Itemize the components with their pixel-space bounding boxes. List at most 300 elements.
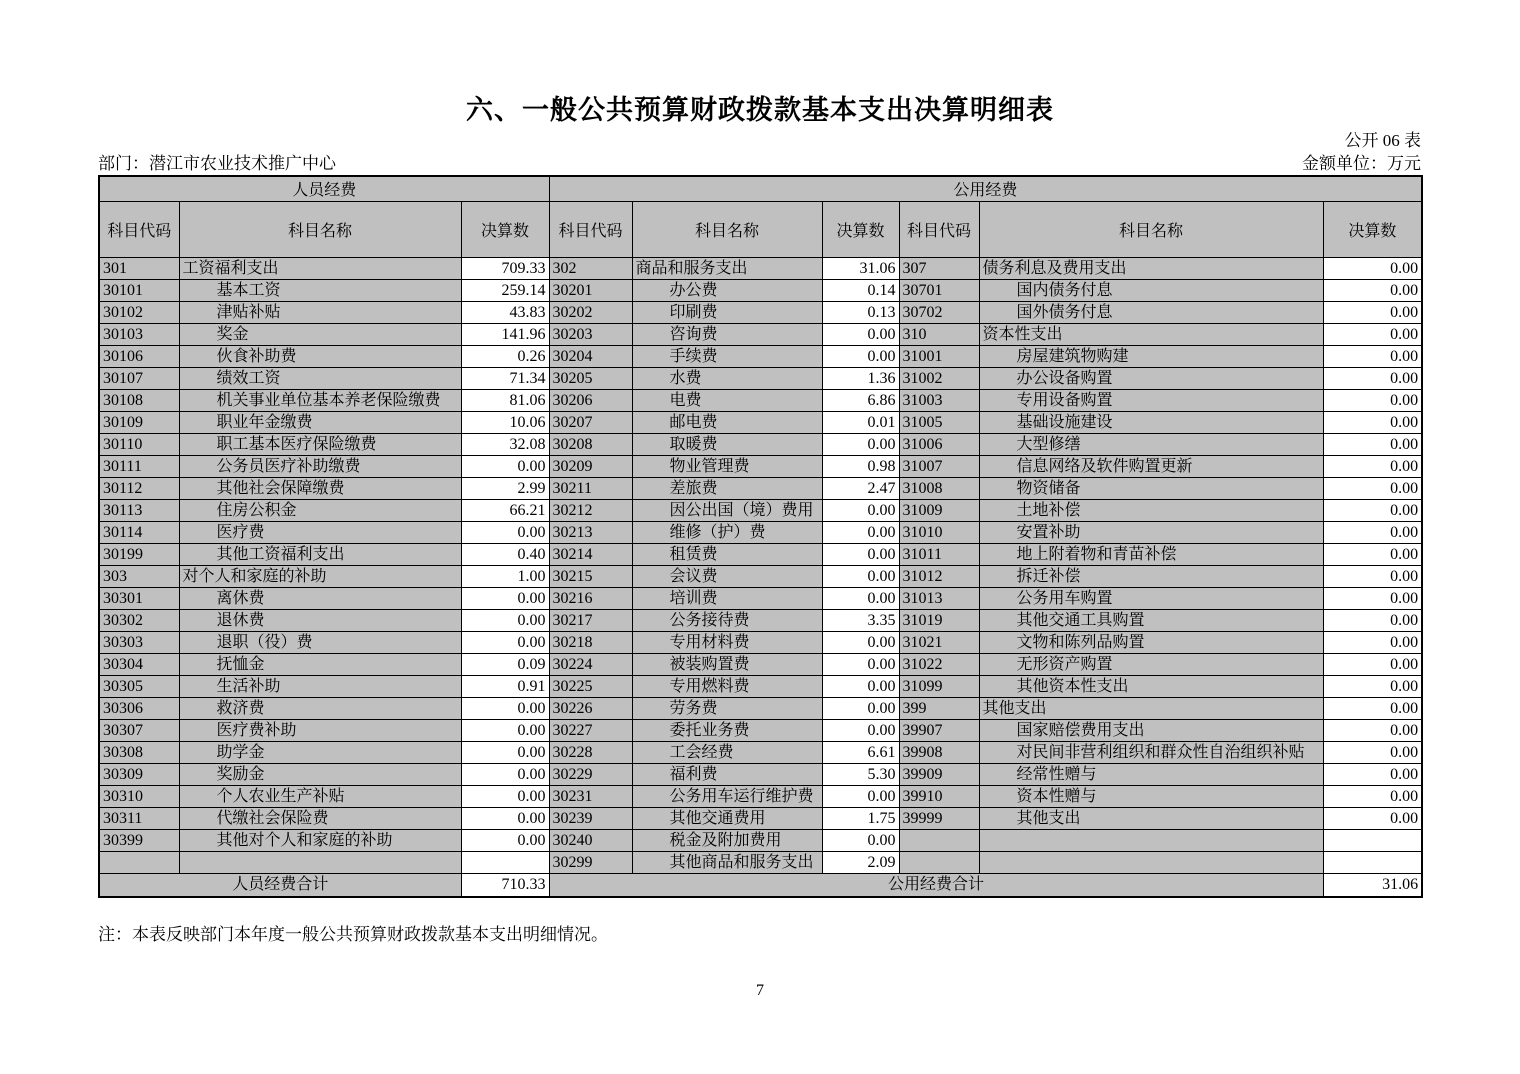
subject-name-cell: 对民间非营利组织和群众性自治组织补贴: [979, 741, 1323, 763]
subject-name-cell: 退休费: [179, 609, 461, 631]
amount-cell: 0.14: [822, 279, 899, 301]
table-row: [99, 763, 1422, 785]
amount-cell: 0.00: [461, 741, 549, 763]
amount-cell: 0.13: [822, 301, 899, 323]
subject-name-cell: 劳务费: [632, 697, 822, 719]
amount-cell: 709.33: [461, 257, 549, 279]
table-row: [99, 521, 1422, 543]
subject-code-cell: 30202: [549, 301, 632, 323]
amount-cell: 0.00: [1323, 543, 1422, 565]
subject-name-cell: [179, 851, 461, 873]
subject-code-cell: 30207: [549, 411, 632, 433]
amount-cell: 0.00: [822, 521, 899, 543]
subject-code-cell: 30239: [549, 807, 632, 829]
section-header-row: [99, 176, 1422, 201]
subject-name-cell: 工会经费: [632, 741, 822, 763]
subject-name-cell: 办公费: [632, 279, 822, 301]
subject-name-cell: 培训费: [632, 587, 822, 609]
subject-code-cell: 39909: [899, 763, 979, 785]
subject-code-cell: 30208: [549, 433, 632, 455]
subject-code-cell: 30215: [549, 565, 632, 587]
table-row: [99, 411, 1422, 433]
table-row: [99, 719, 1422, 741]
subject-name-cell: 水费: [632, 367, 822, 389]
subject-code-cell: 30309: [99, 763, 179, 785]
amount-cell: 0.26: [461, 345, 549, 367]
subject-code-cell: 30214: [549, 543, 632, 565]
table-row: [99, 829, 1422, 851]
table-row: [99, 741, 1422, 763]
table-row: [99, 675, 1422, 697]
subject-code-cell: 30701: [899, 279, 979, 301]
amount-cell: 0.00: [822, 719, 899, 741]
amount-cell: 0.00: [1323, 807, 1422, 829]
subject-code-cell: 30107: [99, 367, 179, 389]
subject-code-cell: 31007: [899, 455, 979, 477]
subject-name-cell: 奖金: [179, 323, 461, 345]
amount-cell: 0.00: [461, 785, 549, 807]
header-subject-code-1: 科目代码: [99, 201, 179, 257]
subject-code-cell: 31001: [899, 345, 979, 367]
subject-name-cell: 助学金: [179, 741, 461, 763]
amount-cell: 0.00: [461, 829, 549, 851]
subject-name-cell: 机关事业单位基本养老保险缴费: [179, 389, 461, 411]
subject-name-cell: 公务接待费: [632, 609, 822, 631]
subject-name-cell: 其他工资福利支出: [179, 543, 461, 565]
subject-name-cell: 福利费: [632, 763, 822, 785]
subject-code-cell: 30109: [99, 411, 179, 433]
amount-cell: 0.00: [822, 631, 899, 653]
public-total-value: 31.06: [1323, 873, 1422, 897]
subject-code-cell: 301: [99, 257, 179, 279]
subject-name-cell: 土地补偿: [979, 499, 1323, 521]
subject-name-cell: 文物和陈列品购置: [979, 631, 1323, 653]
amount-cell: 0.00: [822, 543, 899, 565]
amount-cell: 0.00: [461, 521, 549, 543]
table-row: [99, 455, 1422, 477]
subject-name-cell: 生活补助: [179, 675, 461, 697]
subject-code-cell: 31010: [899, 521, 979, 543]
table-note: 注：本表反映部门本年度一般公共预算财政拨款基本支出明细情况。: [98, 925, 608, 944]
amount-cell: 0.00: [822, 697, 899, 719]
amount-cell: 0.00: [1323, 301, 1422, 323]
amount-cell: 0.00: [822, 345, 899, 367]
table-row: [99, 851, 1422, 873]
table-row: [99, 301, 1422, 323]
amount-cell: 0.00: [1323, 741, 1422, 763]
subject-name-cell: 其他商品和服务支出: [632, 851, 822, 873]
amount-cell: 0.00: [822, 433, 899, 455]
subject-name-cell: 委托业务费: [632, 719, 822, 741]
subject-code-cell: 31006: [899, 433, 979, 455]
amount-cell: 6.61: [822, 741, 899, 763]
header-subject-name-2: 科目名称: [632, 201, 822, 257]
amount-cell: 0.00: [1323, 323, 1422, 345]
amount-cell: 5.30: [822, 763, 899, 785]
subject-code-cell: 30702: [899, 301, 979, 323]
subject-name-cell: 安置补助: [979, 521, 1323, 543]
subject-name-cell: 国内债务付息: [979, 279, 1323, 301]
amount-cell: 0.00: [461, 719, 549, 741]
subject-name-cell: 公务用车运行维护费: [632, 785, 822, 807]
table-row: [99, 323, 1422, 345]
subject-name-cell: 地上附着物和青苗补偿: [979, 543, 1323, 565]
subject-code-cell: 30103: [99, 323, 179, 345]
subject-name-cell: 资本性赠与: [979, 785, 1323, 807]
subject-code-cell: 30224: [549, 653, 632, 675]
amount-cell: 0.00: [1323, 499, 1422, 521]
subject-code-cell: 30311: [99, 807, 179, 829]
subject-code-cell: 30217: [549, 609, 632, 631]
amount-cell: 0.00: [822, 829, 899, 851]
subject-code-cell: 30102: [99, 301, 179, 323]
amount-cell: 0.00: [1323, 565, 1422, 587]
table-row: [99, 367, 1422, 389]
subject-name-cell: 差旅费: [632, 477, 822, 499]
amount-cell: 81.06: [461, 389, 549, 411]
header-amount-3: 决算数: [1323, 201, 1422, 257]
subject-code-cell: 30206: [549, 389, 632, 411]
amount-cell: 0.91: [461, 675, 549, 697]
header-amount-1: 决算数: [461, 201, 549, 257]
amount-cell: 0.00: [1323, 433, 1422, 455]
subject-name-cell: 职工基本医疗保险缴费: [179, 433, 461, 455]
subject-name-cell: 职业年金缴费: [179, 411, 461, 433]
amount-cell: 0.00: [822, 675, 899, 697]
table-row: [99, 499, 1422, 521]
subject-code-cell: 30299: [549, 851, 632, 873]
subject-name-cell: 救济费: [179, 697, 461, 719]
amount-cell: 0.00: [1323, 631, 1422, 653]
header-subject-name-1: 科目名称: [179, 201, 461, 257]
amount-cell: 0.00: [461, 807, 549, 829]
subject-code-cell: 31021: [899, 631, 979, 653]
amount-cell: 0.00: [822, 565, 899, 587]
subject-code-cell: 30204: [549, 345, 632, 367]
amount-cell: 0.00: [1323, 675, 1422, 697]
header-amount-2: 决算数: [822, 201, 899, 257]
column-header-row: [99, 201, 1422, 257]
meta-line: [98, 149, 1421, 174]
table-row: [99, 279, 1422, 301]
subject-code-cell: [899, 851, 979, 873]
subject-code-cell: 30301: [99, 587, 179, 609]
subject-name-cell: 其他支出: [979, 807, 1323, 829]
subject-code-cell: 39908: [899, 741, 979, 763]
table-row: [99, 565, 1422, 587]
subject-name-cell: 物业管理费: [632, 455, 822, 477]
subject-code-cell: 30306: [99, 697, 179, 719]
subject-name-cell: 经常性赠与: [979, 763, 1323, 785]
table-row: [99, 389, 1422, 411]
amount-cell: 1.00: [461, 565, 549, 587]
subject-name-cell: 租赁费: [632, 543, 822, 565]
subject-name-cell: 工资福利支出: [179, 257, 461, 279]
table-row: [99, 653, 1422, 675]
amount-cell: 0.00: [1323, 763, 1422, 785]
amount-cell: 0.00: [461, 697, 549, 719]
subject-name-cell: 其他对个人和家庭的补助: [179, 829, 461, 851]
subject-name-cell: 资本性支出: [979, 323, 1323, 345]
subject-code-cell: 31099: [899, 675, 979, 697]
subject-code-cell: 31022: [899, 653, 979, 675]
subject-code-cell: 30310: [99, 785, 179, 807]
table-row: [99, 433, 1422, 455]
subject-name-cell: 专用材料费: [632, 631, 822, 653]
subject-code-cell: 30216: [549, 587, 632, 609]
amount-cell: 3.35: [822, 609, 899, 631]
subject-code-cell: 30203: [549, 323, 632, 345]
amount-cell: 1.75: [822, 807, 899, 829]
subject-name-cell: 伙食补助费: [179, 345, 461, 367]
amount-cell: 0.00: [1323, 389, 1422, 411]
table-row: [99, 697, 1422, 719]
subject-name-cell: 债务利息及费用支出: [979, 257, 1323, 279]
subject-name-cell: 手续费: [632, 345, 822, 367]
subject-code-cell: 30111: [99, 455, 179, 477]
subject-name-cell: 其他资本性支出: [979, 675, 1323, 697]
amount-cell: 0.00: [1323, 719, 1422, 741]
subject-code-cell: 39999: [899, 807, 979, 829]
subject-name-cell: 房屋建筑物购建: [979, 345, 1323, 367]
subject-name-cell: 公务用车购置: [979, 587, 1323, 609]
subject-code-cell: 30399: [99, 829, 179, 851]
subject-name-cell: 其他交通工具购置: [979, 609, 1323, 631]
subject-code-cell: 30226: [549, 697, 632, 719]
subject-name-cell: 抚恤金: [179, 653, 461, 675]
amount-cell: 0.00: [461, 609, 549, 631]
section-personnel-funds: 人员经费: [99, 176, 549, 201]
subject-name-cell: 被装购置费: [632, 653, 822, 675]
subject-name-cell: 维修（护）费: [632, 521, 822, 543]
subject-name-cell: 会议费: [632, 565, 822, 587]
subject-code-cell: 39910: [899, 785, 979, 807]
amount-cell: 0.00: [1323, 455, 1422, 477]
table-body: [99, 257, 1422, 873]
amount-cell: 0.00: [1323, 257, 1422, 279]
subject-name-cell: 退职（役）费: [179, 631, 461, 653]
subject-name-cell: 拆迁补偿: [979, 565, 1323, 587]
subject-code-cell: 30101: [99, 279, 179, 301]
subject-name-cell: 代缴社会保险费: [179, 807, 461, 829]
subject-name-cell: 印刷费: [632, 301, 822, 323]
subject-code-cell: 31003: [899, 389, 979, 411]
amount-cell: 0.00: [822, 785, 899, 807]
subject-code-cell: 30113: [99, 499, 179, 521]
subject-name-cell: 个人农业生产补贴: [179, 785, 461, 807]
subject-code-cell: 30227: [549, 719, 632, 741]
unit-label: 金额单位：万元: [1302, 154, 1421, 173]
department-label: 部门：潜江市农业技术推广中心: [98, 154, 336, 173]
subject-name-cell: 基本工资: [179, 279, 461, 301]
section-public-funds: 公用经费: [549, 176, 1422, 201]
subject-code-cell: 31013: [899, 587, 979, 609]
subject-code-cell: 31002: [899, 367, 979, 389]
amount-cell: 2.47: [822, 477, 899, 499]
amount-cell: 0.00: [1323, 411, 1422, 433]
amount-cell: 0.00: [461, 455, 549, 477]
amount-cell: 0.00: [822, 587, 899, 609]
amount-cell: 0.00: [1323, 697, 1422, 719]
subject-name-cell: 绩效工资: [179, 367, 461, 389]
amount-cell: 0.40: [461, 543, 549, 565]
subject-name-cell: 大型修缮: [979, 433, 1323, 455]
subject-code-cell: 30201: [549, 279, 632, 301]
subject-name-cell: 医疗费补助: [179, 719, 461, 741]
amount-cell: 0.00: [822, 499, 899, 521]
subject-code-cell: 30228: [549, 741, 632, 763]
amount-cell: 71.34: [461, 367, 549, 389]
subject-code-cell: 31012: [899, 565, 979, 587]
amount-cell: 0.00: [1323, 587, 1422, 609]
subject-code-cell: 30308: [99, 741, 179, 763]
subject-code-cell: 30114: [99, 521, 179, 543]
subject-name-cell: 基础设施建设: [979, 411, 1323, 433]
amount-cell: 259.14: [461, 279, 549, 301]
amount-cell: [461, 851, 549, 873]
subject-name-cell: 津贴补贴: [179, 301, 461, 323]
subject-code-cell: 31011: [899, 543, 979, 565]
header-subject-code-2: 科目代码: [549, 201, 632, 257]
subject-name-cell: 电费: [632, 389, 822, 411]
subject-code-cell: 30209: [549, 455, 632, 477]
subject-name-cell: 因公出国（境）费用: [632, 499, 822, 521]
amount-cell: 0.00: [1323, 367, 1422, 389]
subject-code-cell: 399: [899, 697, 979, 719]
subject-name-cell: 信息网络及软件购置更新: [979, 455, 1323, 477]
subject-name-cell: [979, 829, 1323, 851]
subject-code-cell: 30106: [99, 345, 179, 367]
subject-code-cell: 30302: [99, 609, 179, 631]
subject-name-cell: 国外债务付息: [979, 301, 1323, 323]
subject-code-cell: 30225: [549, 675, 632, 697]
amount-cell: 0.00: [461, 587, 549, 609]
subject-code-cell: [899, 829, 979, 851]
amount-cell: 43.83: [461, 301, 549, 323]
amount-cell: 0.00: [822, 323, 899, 345]
subject-name-cell: 办公设备购置: [979, 367, 1323, 389]
amount-cell: 32.08: [461, 433, 549, 455]
amount-cell: 0.00: [1323, 521, 1422, 543]
subject-name-cell: 专用设备购置: [979, 389, 1323, 411]
subject-code-cell: 303: [99, 565, 179, 587]
amount-cell: 0.00: [461, 631, 549, 653]
subject-name-cell: 国家赔偿费用支出: [979, 719, 1323, 741]
amount-cell: 1.36: [822, 367, 899, 389]
amount-cell: 0.98: [822, 455, 899, 477]
expenditure-detail-table: [98, 175, 1423, 898]
amount-cell: 0.00: [1323, 609, 1422, 631]
amount-cell: 0.00: [822, 653, 899, 675]
amount-cell: 141.96: [461, 323, 549, 345]
amount-cell: 0.00: [1323, 279, 1422, 301]
amount-cell: 31.06: [822, 257, 899, 279]
subject-code-cell: 310: [899, 323, 979, 345]
subject-name-cell: 对个人和家庭的补助: [179, 565, 461, 587]
subject-name-cell: 物资储备: [979, 477, 1323, 499]
subject-code-cell: 30229: [549, 763, 632, 785]
table-row: [99, 587, 1422, 609]
subject-code-cell: 30218: [549, 631, 632, 653]
subject-code-cell: [99, 851, 179, 873]
subject-name-cell: 取暖费: [632, 433, 822, 455]
subject-name-cell: 咨询费: [632, 323, 822, 345]
page-title: 六、一般公共预算财政拨款基本支出决算明细表: [466, 95, 1054, 125]
subject-code-cell: 30205: [549, 367, 632, 389]
subject-code-cell: 307: [899, 257, 979, 279]
subject-name-cell: 离休费: [179, 587, 461, 609]
subject-name-cell: 住房公积金: [179, 499, 461, 521]
subject-name-cell: 商品和服务支出: [632, 257, 822, 279]
subject-code-cell: 30108: [99, 389, 179, 411]
amount-cell: 0.00: [461, 763, 549, 785]
subject-code-cell: 30112: [99, 477, 179, 499]
amount-cell: 10.06: [461, 411, 549, 433]
subject-name-cell: 奖励金: [179, 763, 461, 785]
subject-name-cell: 医疗费: [179, 521, 461, 543]
public-total-label: 公用经费合计: [549, 873, 1323, 897]
subject-code-cell: 30110: [99, 433, 179, 455]
totals-row: [99, 873, 1422, 897]
subject-code-cell: 31019: [899, 609, 979, 631]
table-row: [99, 477, 1422, 499]
amount-cell: 0.09: [461, 653, 549, 675]
subject-name-cell: 税金及附加费用: [632, 829, 822, 851]
table-row: [99, 345, 1422, 367]
subject-name-cell: 公务员医疗补助缴费: [179, 455, 461, 477]
subject-name-cell: [979, 851, 1323, 873]
subject-code-cell: 31008: [899, 477, 979, 499]
subject-code-cell: 31009: [899, 499, 979, 521]
table-row: [99, 543, 1422, 565]
amount-cell: 0.00: [1323, 785, 1422, 807]
personnel-total-label: 人员经费合计: [99, 873, 461, 897]
header-subject-name-3: 科目名称: [979, 201, 1323, 257]
subject-name-cell: 邮电费: [632, 411, 822, 433]
subject-code-cell: 39907: [899, 719, 979, 741]
amount-cell: 6.86: [822, 389, 899, 411]
amount-cell: 0.00: [1323, 477, 1422, 499]
subject-name-cell: 专用燃料费: [632, 675, 822, 697]
subject-code-cell: 30211: [549, 477, 632, 499]
subject-code-cell: 30304: [99, 653, 179, 675]
page-number: 7: [756, 982, 764, 999]
subject-name-cell: 无形资产购置: [979, 653, 1323, 675]
table-row: [99, 785, 1422, 807]
subject-code-cell: 30212: [549, 499, 632, 521]
subject-code-cell: 302: [549, 257, 632, 279]
subject-name-cell: 其他社会保障缴费: [179, 477, 461, 499]
table-number: 公开 06 表: [1344, 131, 1421, 150]
table-row: [99, 631, 1422, 653]
subject-name-cell: 其他交通费用: [632, 807, 822, 829]
amount-cell: 66.21: [461, 499, 549, 521]
subject-code-cell: 30240: [549, 829, 632, 851]
subject-code-cell: 30199: [99, 543, 179, 565]
amount-cell: [1323, 851, 1422, 873]
header-subject-code-3: 科目代码: [899, 201, 979, 257]
personnel-total-value: 710.33: [461, 873, 549, 897]
subject-code-cell: 30303: [99, 631, 179, 653]
table-row: [99, 257, 1422, 279]
subject-code-cell: 31005: [899, 411, 979, 433]
subject-code-cell: 30307: [99, 719, 179, 741]
amount-cell: [1323, 829, 1422, 851]
subject-code-cell: 30305: [99, 675, 179, 697]
subject-code-cell: 30213: [549, 521, 632, 543]
subject-code-cell: 30231: [549, 785, 632, 807]
table-row: [99, 807, 1422, 829]
